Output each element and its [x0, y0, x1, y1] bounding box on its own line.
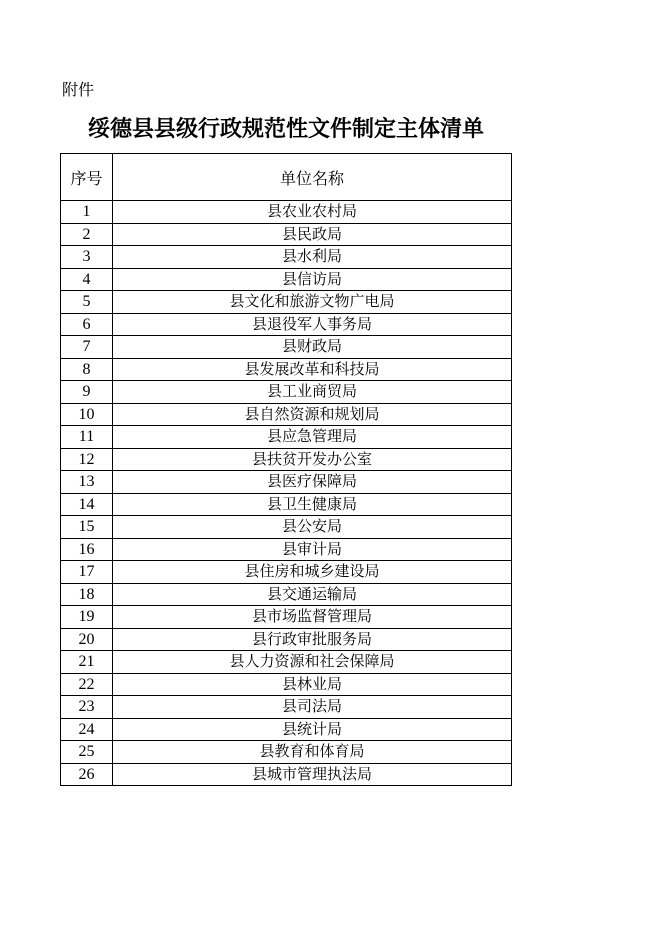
row-serial-number: 2 [61, 223, 113, 246]
table-row [61, 471, 512, 494]
row-serial-number: 26 [61, 763, 113, 786]
table-row [61, 336, 512, 359]
row-serial-number: 6 [61, 313, 113, 336]
row-serial-number: 23 [61, 696, 113, 719]
row-unit-name: 县工业商贸局 [113, 381, 512, 404]
row-unit-name: 县教育和体育局 [113, 741, 512, 764]
row-unit-name: 县卫生健康局 [113, 493, 512, 516]
row-serial-number: 4 [61, 268, 113, 291]
row-unit-name: 县住房和城乡建设局 [113, 561, 512, 584]
row-serial-number: 22 [61, 673, 113, 696]
table-row [61, 696, 512, 719]
row-unit-name: 县市场监督管理局 [113, 606, 512, 629]
table-row [61, 426, 512, 449]
row-serial-number: 9 [61, 381, 113, 404]
table-row [61, 313, 512, 336]
row-unit-name: 县人力资源和社会保障局 [113, 651, 512, 674]
row-unit-name: 县应急管理局 [113, 426, 512, 449]
row-unit-name: 县审计局 [113, 538, 512, 561]
table-row [61, 583, 512, 606]
header-serial-number: 序号 [61, 154, 113, 201]
table-row [61, 201, 512, 224]
row-serial-number: 20 [61, 628, 113, 651]
table-row [61, 516, 512, 539]
table-row [61, 538, 512, 561]
row-unit-name: 县民政局 [113, 223, 512, 246]
row-unit-name: 县医疗保障局 [113, 471, 512, 494]
table-row [61, 403, 512, 426]
attachment-label: 附件 [62, 80, 95, 99]
row-unit-name: 县扶贫开发办公室 [113, 448, 512, 471]
row-serial-number: 7 [61, 336, 113, 359]
entity-list-table [60, 153, 512, 786]
row-unit-name: 县司法局 [113, 696, 512, 719]
row-unit-name: 县退役军人事务局 [113, 313, 512, 336]
header-unit-name: 单位名称 [113, 154, 512, 201]
row-serial-number: 11 [61, 426, 113, 449]
row-unit-name: 县公安局 [113, 516, 512, 539]
row-serial-number: 3 [61, 246, 113, 269]
table-row [61, 448, 512, 471]
table-row [61, 763, 512, 786]
row-unit-name: 县城市管理执法局 [113, 763, 512, 786]
row-serial-number: 25 [61, 741, 113, 764]
row-unit-name: 县财政局 [113, 336, 512, 359]
table-row [61, 223, 512, 246]
row-serial-number: 21 [61, 651, 113, 674]
table-row [61, 628, 512, 651]
table-row [61, 741, 512, 764]
row-unit-name: 县自然资源和规划局 [113, 403, 512, 426]
table-row [61, 718, 512, 741]
row-serial-number: 17 [61, 561, 113, 584]
document-title: 绥德县县级行政规范性文件制定主体清单 [87, 117, 484, 142]
row-unit-name: 县行政审批服务局 [113, 628, 512, 651]
table-row [61, 493, 512, 516]
table-row [61, 561, 512, 584]
row-serial-number: 10 [61, 403, 113, 426]
row-unit-name: 县水利局 [113, 246, 512, 269]
table-body [61, 201, 512, 786]
row-unit-name: 县农业农村局 [113, 201, 512, 224]
table-row [61, 651, 512, 674]
table-header-row [61, 154, 512, 201]
row-unit-name: 县交通运输局 [113, 583, 512, 606]
row-serial-number: 19 [61, 606, 113, 629]
row-unit-name: 县文化和旅游文物广电局 [113, 291, 512, 314]
table-row [61, 358, 512, 381]
table-row [61, 246, 512, 269]
row-serial-number: 12 [61, 448, 113, 471]
row-serial-number: 16 [61, 538, 113, 561]
row-serial-number: 15 [61, 516, 113, 539]
table-row [61, 606, 512, 629]
row-unit-name: 县林业局 [113, 673, 512, 696]
row-serial-number: 24 [61, 718, 113, 741]
row-serial-number: 8 [61, 358, 113, 381]
row-unit-name: 县统计局 [113, 718, 512, 741]
row-serial-number: 14 [61, 493, 113, 516]
table-row [61, 381, 512, 404]
row-unit-name: 县发展改革和科技局 [113, 358, 512, 381]
row-serial-number: 5 [61, 291, 113, 314]
row-serial-number: 18 [61, 583, 113, 606]
row-serial-number: 1 [61, 201, 113, 224]
table-row [61, 673, 512, 696]
row-serial-number: 13 [61, 471, 113, 494]
table-row [61, 268, 512, 291]
table-row [61, 291, 512, 314]
row-unit-name: 县信访局 [113, 268, 512, 291]
